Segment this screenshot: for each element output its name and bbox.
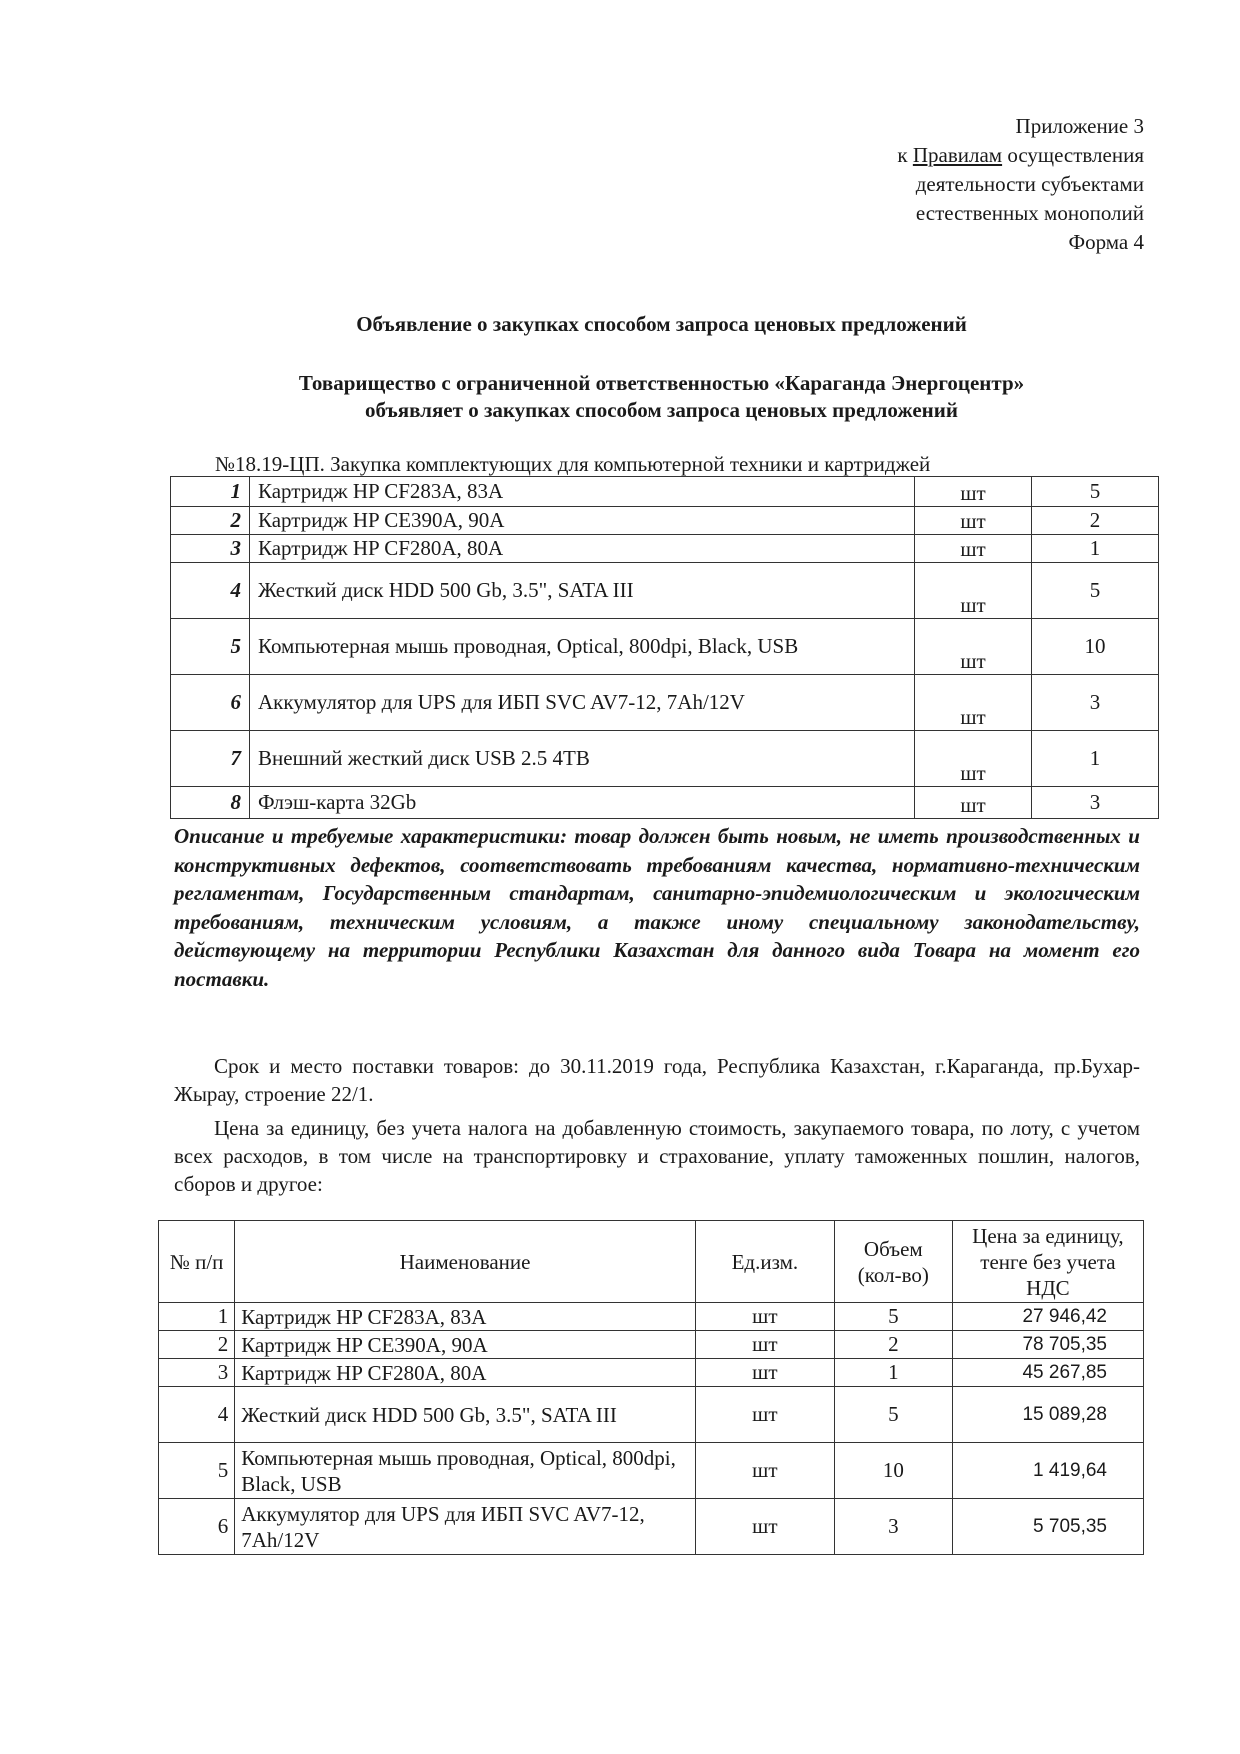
items-table-body — [171, 477, 1159, 819]
row-unit: шт — [695, 1443, 834, 1499]
item-quantity: 1 — [1032, 535, 1159, 563]
item-name: Внешний жесткий диск USB 2.5 4TB — [250, 731, 915, 787]
row-name: Компьютерная мышь проводная, Optical, 800dpi, Black, USB — [235, 1443, 696, 1499]
price-table — [158, 1220, 1144, 1555]
item-quantity: 3 — [1032, 787, 1159, 819]
item-name: Картридж HP CF283A, 83A — [250, 477, 915, 507]
appendix-header — [897, 112, 1144, 257]
items-table-row — [171, 535, 1159, 563]
row-unit-price: 5 705,35 — [952, 1499, 1143, 1555]
page-title: Объявление о закупках способом запроса ценовых предложений — [356, 312, 967, 336]
items-table — [170, 476, 1159, 819]
item-unit: шт — [915, 507, 1032, 535]
company-announcement — [0, 370, 1240, 424]
item-number: 3 — [171, 535, 250, 563]
row-number: 6 — [159, 1499, 235, 1555]
item-name: Картридж HP CF280A, 80A — [250, 535, 915, 563]
row-name: Аккумулятор для UPS для ИБП SVC AV7-12, 7Ah/12V — [235, 1499, 696, 1555]
appendix-rules-line: к Правилам осуществления — [897, 143, 1144, 167]
row-quantity: 1 — [834, 1359, 952, 1387]
items-table-row — [171, 675, 1159, 731]
header-name: Наименование — [235, 1221, 696, 1303]
item-quantity: 3 — [1032, 675, 1159, 731]
row-quantity: 3 — [834, 1499, 952, 1555]
items-table-row — [171, 563, 1159, 619]
item-name: Картридж HP CE390A, 90A — [250, 507, 915, 535]
row-number: 5 — [159, 1443, 235, 1499]
row-quantity: 5 — [834, 1303, 952, 1331]
items-table-row — [171, 507, 1159, 535]
row-name: Картридж HP CF283A, 83A — [235, 1303, 696, 1331]
items-table-row — [171, 787, 1159, 819]
item-number: 8 — [171, 787, 250, 819]
form-number: Форма 4 — [1068, 230, 1144, 254]
row-unit-price: 15 089,28 — [952, 1387, 1143, 1443]
header-price: Цена за единицу, тенге без учета НДС — [952, 1221, 1143, 1303]
item-number: 1 — [171, 477, 250, 507]
row-name: Жесткий диск HDD 500 Gb, 3.5", SATA III — [235, 1387, 696, 1443]
row-number: 4 — [159, 1387, 235, 1443]
item-name: Аккумулятор для UPS для ИБП SVC AV7-12, 7Ah/12V — [250, 675, 915, 731]
rules-link[interactable]: Правилам — [912, 143, 1003, 167]
item-quantity: 5 — [1032, 563, 1159, 619]
items-table-row — [171, 619, 1159, 675]
row-name: Картридж HP CF280A, 80A — [235, 1359, 696, 1387]
item-name: Жесткий диск HDD 500 Gb, 3.5", SATA III — [250, 563, 915, 619]
items-table-row — [171, 477, 1159, 507]
appendix-line-3: деятельности субъектами — [915, 172, 1144, 196]
row-number: 3 — [159, 1359, 235, 1387]
item-number: 4 — [171, 563, 250, 619]
item-quantity: 10 — [1032, 619, 1159, 675]
items-table-row — [171, 731, 1159, 787]
row-quantity: 10 — [834, 1443, 952, 1499]
item-number: 2 — [171, 507, 250, 535]
company-name: Товарищество с ограниченной ответственностью «Караганда Энергоцентр» — [298, 371, 1025, 395]
row-unit: шт — [695, 1303, 834, 1331]
row-unit-price: 45 267,85 — [952, 1359, 1143, 1387]
row-number: 2 — [159, 1331, 235, 1359]
item-name: Компьютерная мышь проводная, Optical, 800dpi, Black, USB — [250, 619, 915, 675]
announcement-line: объявляет о закупках способом запроса ценовых предложений — [365, 398, 958, 422]
lot-title: №18.19-ЦП. Закупка комплектующих для компьютерной техники и картриджей — [215, 452, 931, 476]
item-quantity: 2 — [1032, 507, 1159, 535]
terms-section — [174, 1052, 1140, 1204]
row-name: Картридж HP CE390A, 90A — [235, 1331, 696, 1359]
item-name: Флэш-карта 32Gb — [250, 787, 915, 819]
price-table-row — [159, 1443, 1144, 1499]
row-unit-price: 78 705,35 — [952, 1331, 1143, 1359]
row-quantity: 5 — [834, 1387, 952, 1443]
item-unit: шт — [915, 563, 1032, 619]
appendix-number: Приложение 3 — [1015, 114, 1144, 138]
row-unit: шт — [695, 1499, 834, 1555]
header-qty: Объем (кол-во) — [834, 1221, 952, 1303]
delivery-paragraph: Срок и место поставки товаров: до 30.11.2019 года, Республика Казахстан, г.Караганда, пр.Бухар-Жырау, строение 22/1. — [174, 1054, 1140, 1106]
price-table-body — [159, 1303, 1144, 1555]
row-unit: шт — [695, 1331, 834, 1359]
price-note-paragraph: Цена за единицу, без учета налога на добавленную стоимость, закупаемого товара, по лоту, с учетом всех расходов, в том числе на транспортировку и страхование, уплату таможенных пошлин, налогов, сборов и другое: — [174, 1116, 1140, 1196]
price-table-row — [159, 1359, 1144, 1387]
item-quantity: 1 — [1032, 731, 1159, 787]
item-number: 6 — [171, 675, 250, 731]
item-unit: шт — [915, 731, 1032, 787]
price-table-row — [159, 1499, 1144, 1555]
price-table-row — [159, 1303, 1144, 1331]
row-unit: шт — [695, 1359, 834, 1387]
item-unit: шт — [915, 477, 1032, 507]
row-quantity: 2 — [834, 1331, 952, 1359]
item-unit: шт — [915, 535, 1032, 563]
header-num: № п/п — [159, 1221, 235, 1303]
item-unit: шт — [915, 675, 1032, 731]
item-quantity: 5 — [1032, 477, 1159, 507]
header-unit: Ед.изм. — [695, 1221, 834, 1303]
price-table-row — [159, 1387, 1144, 1443]
row-unit-price: 1 419,64 — [952, 1443, 1143, 1499]
item-number: 7 — [171, 731, 250, 787]
price-table-header — [159, 1221, 1144, 1303]
price-table-row — [159, 1331, 1144, 1359]
item-unit: шт — [915, 619, 1032, 675]
row-unit: шт — [695, 1387, 834, 1443]
item-number: 5 — [171, 619, 250, 675]
item-unit: шт — [915, 787, 1032, 819]
description-paragraph: Описание и требуемые характеристики: товар должен быть новым, не иметь производственных и конструктивных дефектов, соответствовать требованиям качества, нормативно-техническим регламентам, Государственным стандартам, санитарно-эпидемиологическим и экологическим требованиям, техническим условиям, а также иному специальному законодательству, действующему на территории Республики Казахстан для данного вида Товара на момент его поставки. — [174, 824, 1140, 991]
row-unit-price: 27 946,42 — [952, 1303, 1143, 1331]
appendix-line-4: естественных монополий — [915, 201, 1144, 225]
row-number: 1 — [159, 1303, 235, 1331]
